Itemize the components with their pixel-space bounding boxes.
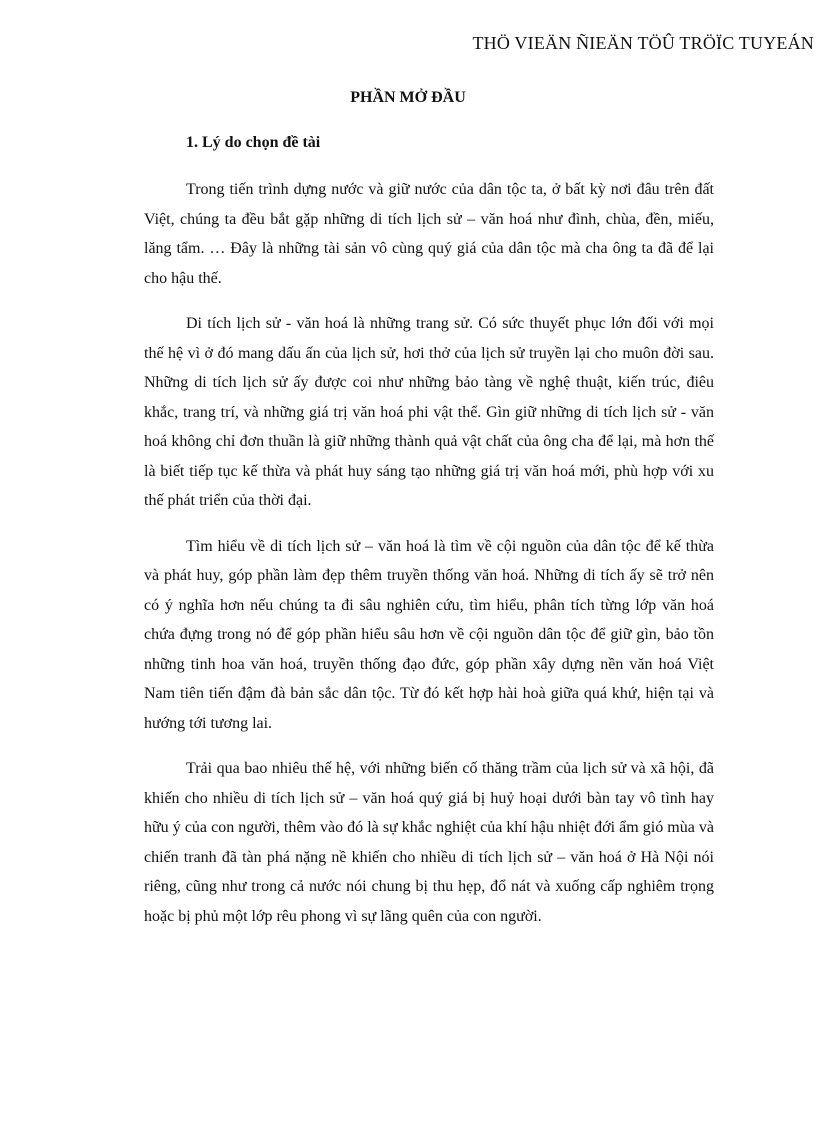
page-header <box>472 33 814 54</box>
header-site-name: THÖ VIEÄN ÑIEÄN TÖÛ TRÖÏC TUYEÁN <box>472 33 814 53</box>
paragraph-3: Tìm hiểu về di tích lịch sử – văn hoá là tìm về cội nguồn của dân tộc để kế thừa và phát huy, góp phần làm đẹp thêm truyền thống văn hoá. Những di tích ấy sẽ trở nên có ý nghĩa hơn nếu chúng ta đi sâu nghiên cứu, tìm hiểu, phân tích từng lớp văn hoá chứa đựng trong nó để góp phần hiểu sâu hơn về cội nguồn dân tộc để giữ gìn, bảo tồn những tinh hoa văn hoá, truyền thống đạo đức, góp phần xây dựng nền văn hoá Việt Nam tiên tiến đậm đà bản sắc dân tộc. Từ đó kết hợp hài hoà giữa quá khứ, hiện tại và hướng tới tương lai. <box>144 537 714 732</box>
page-title: PHẦN MỞ ĐẦU <box>350 89 466 106</box>
paragraph-4: Trải qua bao nhiêu thế hệ, với những biến cố thăng trầm của lịch sử và xã hội, đã khiến cho nhiều di tích lịch sử – văn hoá quý giá bị huỷ hoại dưới bàn tay vô tình hay hữu ý của con người, thêm vào đó là sự khắc nghiệt của khí hậu nhiệt đới ẩm gió mùa và chiến tranh đã tàn phá nặng nề khiến cho nhiều di tích lịch sử – văn hoá ở Hà Nội nói riêng, cũng như trong cả nước nói chung bị thu hẹp, đổ nát và xuống cấp nghiêm trọng hoặc bị phủ một lớp rêu phong vì sự lãng quên của con người. <box>144 760 714 925</box>
body-text <box>144 175 714 947</box>
paragraph-2: Di tích lịch sử - văn hoá là những trang sử. Có sức thuyết phục lớn đối với mọi thế hệ vì ở đó mang dấu ấn của lịch sử, hơi thở của lịch sử truyền lại cho muôn đời sau. Những di tích lịch sử ấy được coi như những bảo tàng về nghệ thuật, kiến trúc, điêu khắc, trang trí, và những giá trị văn hoá phi vật thể. Gìn giữ những di tích lịch sử - văn hoá không chỉ đơn thuần là giữ những thành quả vật chất của ông cha để lại, mà hơn thế là biết tiếp tục kế thừa và phát huy sáng tạo những giá trị văn hoá mới, phù hợp với xu thế phát triển của thời đại. <box>144 315 714 509</box>
paragraph-1: Trong tiến trình dựng nước và giữ nước của dân tộc ta, ở bất kỳ nơi đâu trên đất Việt, chúng ta đều bắt gặp những di tích lịch sử – văn hoá như đình, chùa, đền, miếu, lăng tẩm. … Đây là những tài sản vô cùng quý giá của dân tộc mà cha ông ta đã để lại cho hậu thế. <box>144 181 714 287</box>
section-heading: 1. Lý do chọn đề tài <box>186 134 321 151</box>
